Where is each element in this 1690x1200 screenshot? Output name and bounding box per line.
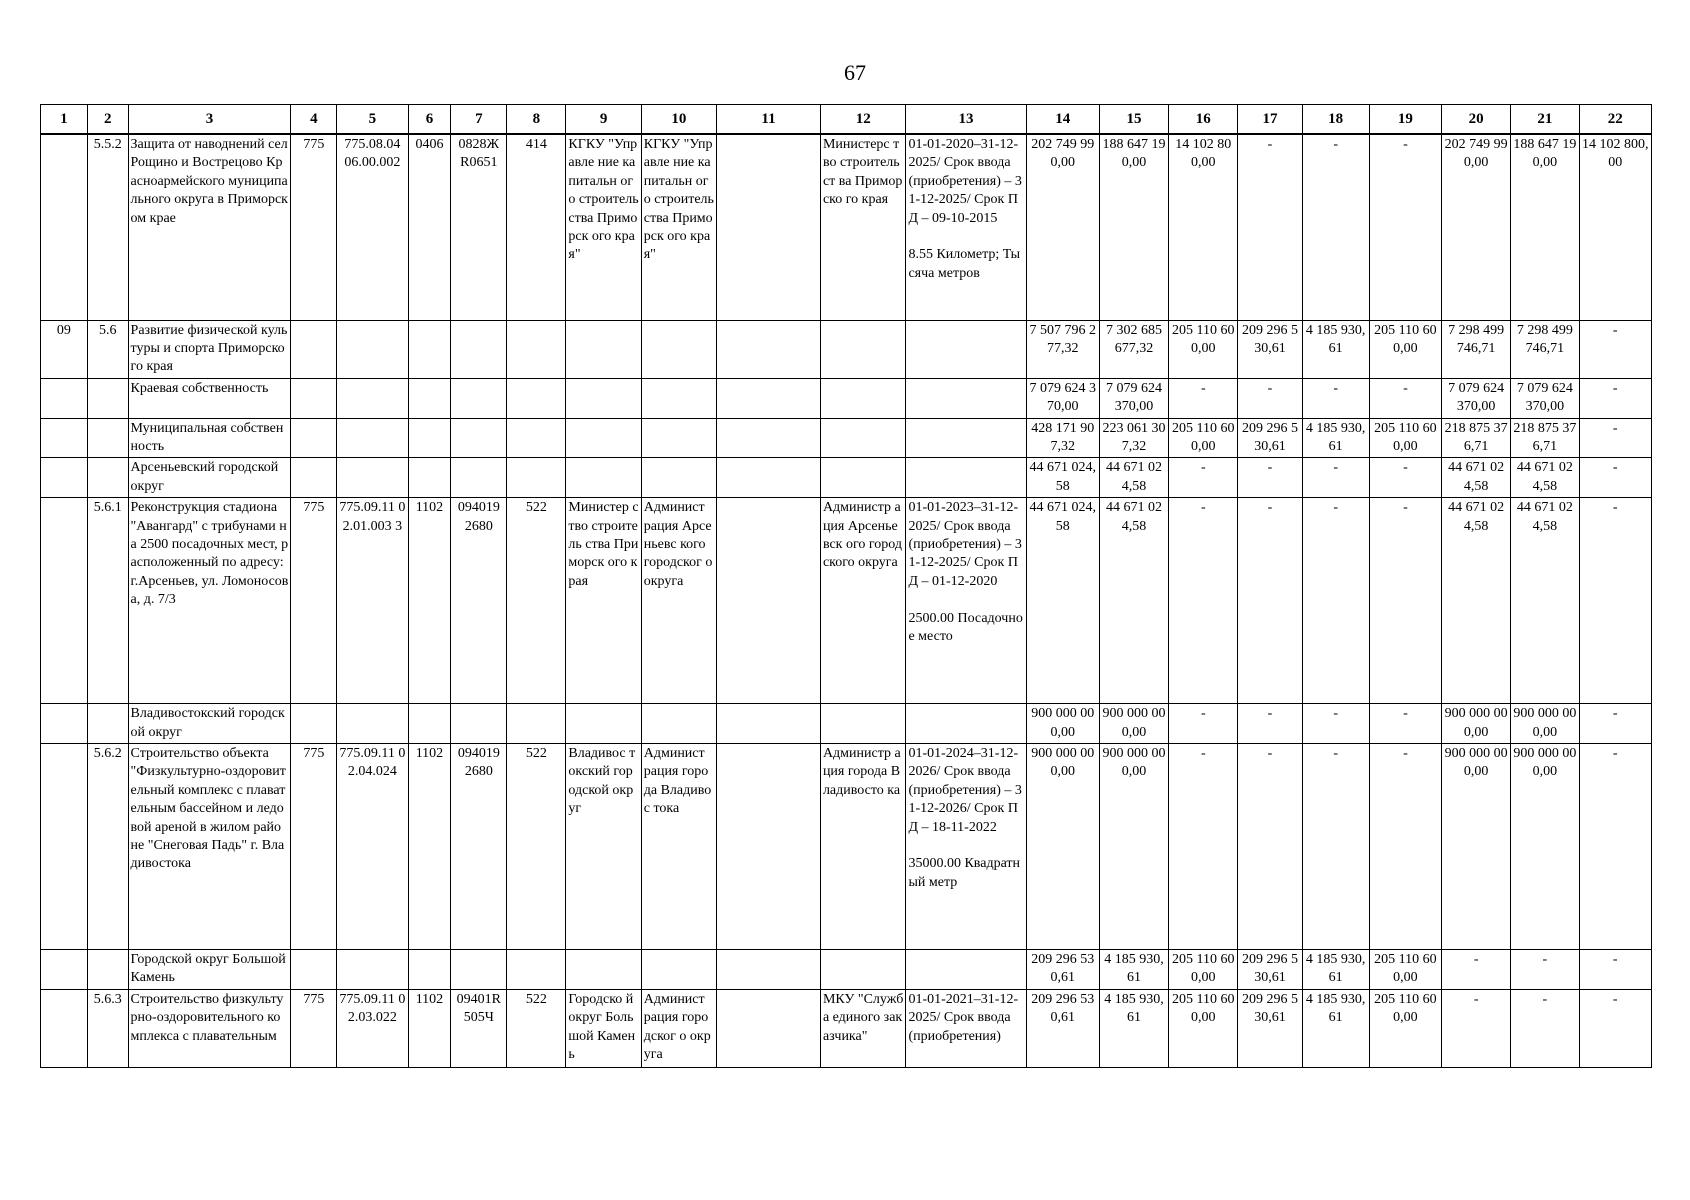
table-cell	[87, 378, 128, 418]
table-cell: -	[1579, 458, 1652, 498]
table-cell: 775.09.11 02.01.003 3	[337, 498, 408, 704]
table-cell: КГКУ "Управле ние капитальн ого строитель ства Приморск ого края"	[641, 134, 716, 320]
table-cell: 7 298 499 746,71	[1511, 320, 1579, 378]
column-header: 20	[1442, 105, 1511, 135]
table-cell: -	[1579, 989, 1652, 1067]
table-cell: 7 298 499 746,71	[1442, 320, 1511, 378]
table-cell	[717, 989, 821, 1067]
table-cell: Админист рация Арсеньевс кого городског о округа	[641, 498, 716, 704]
table-cell: 205 110 600,00	[1369, 989, 1441, 1067]
table-cell: 44 671 024,58	[1442, 458, 1511, 498]
table-cell	[291, 418, 337, 458]
table-cell: 414	[507, 134, 566, 320]
table-row	[41, 498, 1652, 704]
table-cell: 4 185 930,61	[1099, 989, 1168, 1067]
table-cell: 4 185 930,61	[1099, 949, 1168, 989]
table-cell: 202 749 990,00	[1442, 134, 1511, 320]
table-cell: 209 296 530,61	[1026, 989, 1099, 1067]
column-number-row	[41, 105, 1652, 135]
table-cell: -	[1579, 320, 1652, 378]
table-cell: Развитие физической культуры и спорта Приморского края	[128, 320, 291, 378]
table-cell: 44 671 024,58	[1099, 498, 1168, 704]
table-cell	[41, 949, 88, 989]
table-cell: 5.6.2	[87, 743, 128, 949]
table-cell: Министер ство строитель ства Приморск ого края	[566, 498, 641, 704]
table-cell: Городско й округ Большой Камень	[566, 989, 641, 1067]
column-header: 6	[408, 105, 451, 135]
table-cell	[337, 320, 408, 378]
table-cell: -	[1442, 949, 1511, 989]
table-cell	[41, 418, 88, 458]
table-cell: 5.6.3	[87, 989, 128, 1067]
table-cell: 01-01-2024–31-12-2026/ Срок ввода (приобретения) – 31-12-2026/ Срок ПД – 18-11-2022 35000.00 Квадратный метр	[906, 743, 1026, 949]
table-cell: 4 185 930,61	[1302, 989, 1369, 1067]
table-cell: -	[1302, 378, 1369, 418]
table-cell	[451, 320, 507, 378]
table-cell	[337, 418, 408, 458]
table-cell	[717, 378, 821, 418]
table-cell: Арсеньевский городской округ	[128, 458, 291, 498]
table-cell	[41, 498, 88, 704]
table-cell	[566, 418, 641, 458]
table-cell: Строительство физкультурно-оздоровительного комплекса с плавательным	[128, 989, 291, 1067]
column-header: 15	[1099, 105, 1168, 135]
table-row	[41, 458, 1652, 498]
table-cell	[291, 320, 337, 378]
table-cell: -	[1369, 704, 1441, 744]
table-cell: 205 110 600,00	[1169, 989, 1238, 1067]
table-cell	[641, 704, 716, 744]
table-cell: Реконструкция стадиона "Авангард" с трибунами на 2500 посадочных мест, расположенный по адресу: г.Арсеньев, ул. Ломоносова, д. 7/3	[128, 498, 291, 704]
table-cell: 900 000 000,00	[1511, 704, 1579, 744]
table-cell: 775.08.04 06.00.002	[337, 134, 408, 320]
table-row	[41, 989, 1652, 1067]
table-cell: 14 102 800,00	[1579, 134, 1652, 320]
table-cell	[717, 458, 821, 498]
table-cell: Строительство объекта "Физкультурно-оздоровительный комплекс с плавательным бассейном и ледовой ареной в жилом районе "Снеговая Падь" г. Владивостока	[128, 743, 291, 949]
table-cell: 4 185 930,61	[1302, 949, 1369, 989]
table-cell	[717, 134, 821, 320]
table-cell: 01-01-2021–31-12-2025/ Срок ввода (приобретения)	[906, 989, 1026, 1067]
table-cell: 900 000 000,00	[1026, 704, 1099, 744]
table-cell	[337, 378, 408, 418]
table-cell: -	[1369, 498, 1441, 704]
table-cell: 01-01-2020–31-12-2025/ Срок ввода (приобретения) – 31-12-2025/ Срок ПД – 09-10-2015 8.55 Километр; Тысяча метров	[906, 134, 1026, 320]
table-cell	[820, 378, 906, 418]
table-cell	[566, 320, 641, 378]
table-cell: 44 671 024,58	[1026, 458, 1099, 498]
table-cell: 205 110 600,00	[1369, 949, 1441, 989]
table-cell: 209 296 530,61	[1238, 949, 1302, 989]
table-cell	[451, 418, 507, 458]
table-cell: 44 671 024,58	[1511, 498, 1579, 704]
table-cell	[87, 418, 128, 458]
table-cell	[451, 704, 507, 744]
table-cell: -	[1169, 743, 1238, 949]
column-header: 17	[1238, 105, 1302, 135]
table-cell	[717, 743, 821, 949]
table-cell: -	[1302, 498, 1369, 704]
table-row	[41, 949, 1652, 989]
table-cell: -	[1579, 418, 1652, 458]
table-cell: 188 647 190,00	[1511, 134, 1579, 320]
table-cell	[291, 378, 337, 418]
table-cell	[337, 704, 408, 744]
column-header: 3	[128, 105, 291, 135]
table-cell	[717, 498, 821, 704]
table-cell	[291, 458, 337, 498]
table-cell: -	[1302, 458, 1369, 498]
table-cell	[507, 704, 566, 744]
table-cell	[408, 418, 451, 458]
table-cell: 0828Ж R0651	[451, 134, 507, 320]
table-cell: 205 110 600,00	[1169, 320, 1238, 378]
table-cell: МКУ "Служба единого заказчика"	[820, 989, 906, 1067]
table-cell: 775	[291, 134, 337, 320]
table-row	[41, 704, 1652, 744]
table-cell: 44 671 024,58	[1511, 458, 1579, 498]
table-cell	[87, 949, 128, 989]
table-cell	[641, 949, 716, 989]
table-cell	[820, 320, 906, 378]
table-body	[41, 134, 1652, 1067]
table-cell: 1102	[408, 498, 451, 704]
table-cell	[820, 949, 906, 989]
column-header: 19	[1369, 105, 1441, 135]
column-header: 18	[1302, 105, 1369, 135]
table-cell	[717, 320, 821, 378]
table-cell: 900 000 000,00	[1026, 743, 1099, 949]
table-cell: 900 000 000,00	[1099, 743, 1168, 949]
table-cell: -	[1579, 378, 1652, 418]
table-cell: 205 110 600,00	[1369, 320, 1441, 378]
table-cell	[507, 949, 566, 989]
table-cell	[906, 320, 1026, 378]
table-cell	[906, 458, 1026, 498]
table-cell: -	[1302, 134, 1369, 320]
table-cell: 094019 2680	[451, 498, 507, 704]
table-cell: 7 079 624 370,00	[1511, 378, 1579, 418]
table-cell: Администр ация Арсеньевск ого городского округа	[820, 498, 906, 704]
table-cell: 5.6	[87, 320, 128, 378]
table-cell: -	[1302, 704, 1369, 744]
table-cell: -	[1511, 949, 1579, 989]
column-header: 4	[291, 105, 337, 135]
table-cell: 4 185 930,61	[1302, 418, 1369, 458]
table-cell: Защита от наводнений сел Рощино и Вострецово Красноармейского муниципального округа в Приморском крае	[128, 134, 291, 320]
table-cell: Админист рация городског о округа	[641, 989, 716, 1067]
table-row	[41, 134, 1652, 320]
table-cell	[41, 378, 88, 418]
table-cell	[641, 378, 716, 418]
table-row	[41, 418, 1652, 458]
table-cell: 44 671 024,58	[1099, 458, 1168, 498]
table-cell	[566, 378, 641, 418]
table-cell: 14 102 800,00	[1169, 134, 1238, 320]
table-cell: -	[1579, 949, 1652, 989]
table-cell	[87, 704, 128, 744]
table-cell	[408, 704, 451, 744]
column-header: 1	[41, 105, 88, 135]
table-cell: Муниципальная собственность	[128, 418, 291, 458]
table-cell	[507, 378, 566, 418]
table-cell: 205 110 600,00	[1169, 949, 1238, 989]
column-header: 9	[566, 105, 641, 135]
table-cell	[408, 458, 451, 498]
table-cell: 0406	[408, 134, 451, 320]
table-cell: 900 000 000,00	[1442, 704, 1511, 744]
table-cell	[641, 320, 716, 378]
table-cell	[717, 704, 821, 744]
table-cell	[717, 418, 821, 458]
table-cell: 7 079 624 370,00	[1442, 378, 1511, 418]
column-header: 10	[641, 105, 716, 135]
table-cell	[717, 949, 821, 989]
column-header: 22	[1579, 105, 1652, 135]
table-cell: -	[1169, 458, 1238, 498]
table-cell: Краевая собственность	[128, 378, 291, 418]
table-cell	[906, 704, 1026, 744]
table-cell: 522	[507, 498, 566, 704]
table-cell: -	[1369, 743, 1441, 949]
table-cell	[820, 458, 906, 498]
table-cell: 522	[507, 989, 566, 1067]
column-header: 11	[717, 105, 821, 135]
table-cell: -	[1238, 743, 1302, 949]
table-cell: 775	[291, 989, 337, 1067]
table-cell: 7 302 685 677,32	[1099, 320, 1168, 378]
table-cell: -	[1238, 134, 1302, 320]
table-cell: -	[1238, 378, 1302, 418]
table-cell: 7 507 796 277,32	[1026, 320, 1099, 378]
table-cell: 44 671 024,58	[1442, 498, 1511, 704]
table-cell	[41, 743, 88, 949]
investment-table	[40, 104, 1652, 1068]
table-cell: -	[1579, 498, 1652, 704]
table-cell	[337, 949, 408, 989]
table-cell: -	[1238, 704, 1302, 744]
table-cell: 775.09.11 02.03.022	[337, 989, 408, 1067]
table-cell	[641, 458, 716, 498]
table-row	[41, 320, 1652, 378]
table-cell: -	[1369, 458, 1441, 498]
table-cell: 09401R 505Ч	[451, 989, 507, 1067]
table-cell	[41, 704, 88, 744]
table-cell: 7 079 624 370,00	[1026, 378, 1099, 418]
table-cell: 209 296 530,61	[1238, 418, 1302, 458]
table-cell: 775	[291, 743, 337, 949]
table-cell: Городской округ Большой Камень	[128, 949, 291, 989]
table-cell	[87, 458, 128, 498]
table-cell: КГКУ "Управле ние капитальн ого строитель ства Приморск ого края"	[566, 134, 641, 320]
table-cell: -	[1169, 704, 1238, 744]
table-cell	[41, 458, 88, 498]
table-cell: Владивостокский городской округ	[128, 704, 291, 744]
table-cell: 09	[41, 320, 88, 378]
table-cell	[291, 949, 337, 989]
table-cell: 428 171 907,32	[1026, 418, 1099, 458]
table-cell	[507, 458, 566, 498]
table-cell	[820, 418, 906, 458]
column-header: 8	[507, 105, 566, 135]
table-cell: 7 079 624 370,00	[1099, 378, 1168, 418]
column-header: 14	[1026, 105, 1099, 135]
table-cell	[566, 704, 641, 744]
table-cell: 218 875 376,71	[1511, 418, 1579, 458]
table-cell: 900 000 000,00	[1442, 743, 1511, 949]
column-header: 2	[87, 105, 128, 135]
table-cell: 900 000 000,00	[1511, 743, 1579, 949]
table-cell: 5.6.1	[87, 498, 128, 704]
table-cell: -	[1369, 134, 1441, 320]
column-header: 5	[337, 105, 408, 135]
table-cell: 1102	[408, 743, 451, 949]
table-cell	[408, 320, 451, 378]
table-cell	[906, 418, 1026, 458]
column-header: 13	[906, 105, 1026, 135]
table-cell	[41, 134, 88, 320]
table-cell: 205 110 600,00	[1169, 418, 1238, 458]
table-cell	[451, 378, 507, 418]
table-cell: 209 296 530,61	[1026, 949, 1099, 989]
table-cell	[906, 949, 1026, 989]
page-number: 67	[844, 60, 866, 85]
table-cell: Владивос токский городской округ	[566, 743, 641, 949]
table-cell: -	[1169, 378, 1238, 418]
table-cell: 209 296 530,61	[1238, 989, 1302, 1067]
column-header: 21	[1511, 105, 1579, 135]
table-cell: -	[1442, 989, 1511, 1067]
table-cell: 44 671 024,58	[1026, 498, 1099, 704]
table-cell: -	[1238, 498, 1302, 704]
table-cell	[507, 320, 566, 378]
table-cell	[408, 949, 451, 989]
table-cell	[906, 378, 1026, 418]
table-cell: Министерс тво строительст ва Приморско го края	[820, 134, 906, 320]
table-cell	[566, 949, 641, 989]
table-cell: 205 110 600,00	[1369, 418, 1441, 458]
table-cell: 775	[291, 498, 337, 704]
table-cell: -	[1579, 743, 1652, 949]
table-cell	[408, 378, 451, 418]
table-cell: 188 647 190,00	[1099, 134, 1168, 320]
table-cell	[566, 458, 641, 498]
table-cell	[507, 418, 566, 458]
table-cell	[451, 949, 507, 989]
table-cell: -	[1238, 458, 1302, 498]
table-cell	[291, 704, 337, 744]
table-row	[41, 378, 1652, 418]
table-cell: 775.09.11 02.04.024	[337, 743, 408, 949]
column-header: 7	[451, 105, 507, 135]
table-cell	[641, 418, 716, 458]
table-cell: 223 061 307,32	[1099, 418, 1168, 458]
table-cell: 01-01-2023–31-12-2025/ Срок ввода (приобретения) – 31-12-2025/ Срок ПД – 01-12-2020 2500.00 Посадочное место	[906, 498, 1026, 704]
table-cell: -	[1169, 498, 1238, 704]
table-cell	[451, 458, 507, 498]
table-cell: 202 749 990,00	[1026, 134, 1099, 320]
table-cell	[337, 458, 408, 498]
table-row	[41, 743, 1652, 949]
table-cell: 218 875 376,71	[1442, 418, 1511, 458]
column-header: 16	[1169, 105, 1238, 135]
table-cell: -	[1369, 378, 1441, 418]
table-cell: -	[1579, 704, 1652, 744]
table-cell: 5.5.2	[87, 134, 128, 320]
table-cell: Администр ация города Владивосто ка	[820, 743, 906, 949]
table-cell: Админист рация города Владивос тока	[641, 743, 716, 949]
table-cell: 1102	[408, 989, 451, 1067]
table-cell	[41, 989, 88, 1067]
table-cell: 900 000 000,00	[1099, 704, 1168, 744]
table-cell: -	[1511, 989, 1579, 1067]
table-cell: 4 185 930,61	[1302, 320, 1369, 378]
table-cell: 209 296 530,61	[1238, 320, 1302, 378]
column-header: 12	[820, 105, 906, 135]
table-cell	[820, 704, 906, 744]
table-cell: 522	[507, 743, 566, 949]
table-cell: -	[1302, 743, 1369, 949]
table-cell: 094019 2680	[451, 743, 507, 949]
